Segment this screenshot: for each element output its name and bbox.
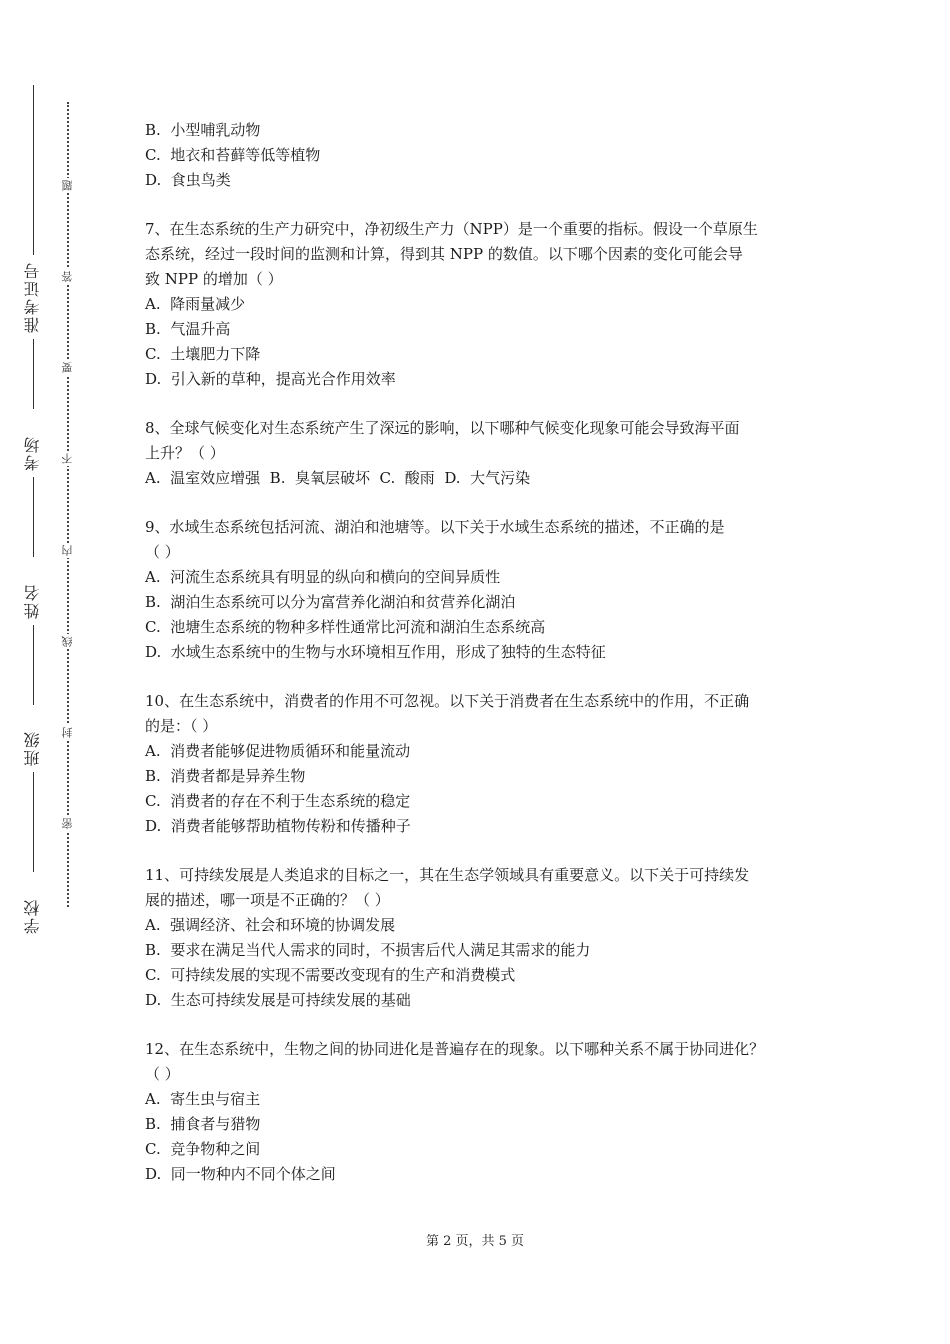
option-c: C. 池塘生态系统的物种多样性通常比河流和湖泊生态系统高 xyxy=(145,618,546,636)
continued-options xyxy=(145,118,815,193)
option-a: A. 降雨量减少 xyxy=(145,295,246,313)
field-school xyxy=(20,892,46,940)
option-c: C. 消费者的存在不利于生态系统的稳定 xyxy=(145,792,411,810)
field-label: 考场 xyxy=(23,434,42,471)
field-label: 准考证号 xyxy=(23,261,42,333)
question-stem-line: 的是：（ ） xyxy=(145,717,218,735)
seal-char: 答 xyxy=(61,271,74,283)
option-d: D. 同一物种内不同个体之间 xyxy=(145,1165,336,1183)
option-b: B. 湖泊生态系统可以分为富营养化湖泊和贫营养化湖泊 xyxy=(145,593,516,611)
seal-line xyxy=(61,102,75,907)
seal-char: 题 xyxy=(61,180,74,192)
question-stem-line: 7、在生态系统的生产力研究中，净初级生产力（NPP）是一个重要的指标。假设一个草原生 xyxy=(145,220,758,238)
option-b: B. 消费者都是异养生物 xyxy=(145,767,306,785)
option-c: C. 可持续发展的实现不需要改变现有的生产和消费模式 xyxy=(145,966,516,984)
option-d: D. 食虫鸟类 xyxy=(145,171,231,189)
question-7 xyxy=(145,217,815,392)
option-a: A. 寄生虫与宿主 xyxy=(145,1090,261,1108)
question-content xyxy=(145,118,815,1187)
field-label: 学校 xyxy=(23,898,42,934)
option-b: B. 气温升高 xyxy=(145,320,231,338)
field-class xyxy=(20,724,46,872)
question-stem-line: 态系统，经过一段时间的监测和计算，得到其 NPP 的数值。以下哪个因素的变化可能会导 xyxy=(145,245,743,263)
binding-fields xyxy=(20,85,46,940)
seal-char: 不 xyxy=(61,453,74,465)
field-label: 姓名 xyxy=(23,582,42,619)
question-stem-line: 上升？（ ） xyxy=(145,444,225,462)
seal-char: 密 xyxy=(61,817,74,829)
question-stem-line: 11、可持续发展是人类追求的目标之一，其在生态学领域具有重要意义。以下关于可持续发 xyxy=(145,866,750,884)
option-c: C. 竞争物种之间 xyxy=(145,1140,261,1158)
option-c: C. 地衣和苔藓等低等植物 xyxy=(145,146,321,164)
question-8 xyxy=(145,416,815,491)
question-stem-line: （ ） xyxy=(145,1065,180,1083)
question-stem-line: 10、在生态系统中，消费者的作用不可忽视。以下关于消费者在生态系统中的作用，不正确 xyxy=(145,692,750,710)
page-footer: 第 2 页，共 5 页 xyxy=(425,1234,525,1249)
option-d: D. 水域生态系统中的生物与水环境相互作用，形成了独特的生态特征 xyxy=(145,643,606,661)
seal-char: 线 xyxy=(61,635,74,647)
question-stem-line: （ ） xyxy=(145,543,180,561)
question-stem-line: 9、水域生态系统包括河流、湖泊和池塘等。以下关于水域生态系统的描述，不正确的是 xyxy=(145,518,725,536)
option-b: B. 要求在满足当代人需求的同时，不损害后代人满足其需求的能力 xyxy=(145,941,591,959)
field-label: 班级 xyxy=(23,730,42,767)
field-exam-number xyxy=(20,85,46,409)
question-11 xyxy=(145,863,815,1013)
seal-char: 内 xyxy=(61,544,74,556)
option-c: C. 土壤肥力下降 xyxy=(145,345,261,363)
option-d: D. 引入新的草种，提高光合作用效率 xyxy=(145,370,396,388)
option-b: B. 小型哺乳动物 xyxy=(145,121,261,139)
seal-char: 封 xyxy=(61,726,74,738)
option-line: A. 温室效应增强 B. 臭氧层破坏 C. 酸雨 D. 大气污染 xyxy=(145,469,531,487)
question-stem-line: 8、全球气候变化对生态系统产生了深远的影响，以下哪种气候变化现象可能会导致海平面 xyxy=(145,419,740,437)
option-d: D. 生态可持续发展是可持续发展的基础 xyxy=(145,991,411,1009)
option-a: A. 消费者能够促进物质循环和能量流动 xyxy=(145,742,411,760)
field-exam-room xyxy=(20,429,46,557)
question-stem-line: 展的描述，哪一项是不正确的？（ ） xyxy=(145,891,390,909)
option-d: D. 消费者能够帮助植物传粉和传播种子 xyxy=(145,817,411,835)
question-12 xyxy=(145,1037,815,1187)
option-a: A. 河流生态系统具有明显的纵向和横向的空间异质性 xyxy=(145,568,501,586)
seal-char: 要 xyxy=(61,362,74,374)
option-a: A. 强调经济、社会和环境的协调发展 xyxy=(145,916,396,934)
field-name xyxy=(20,577,46,705)
question-9 xyxy=(145,515,815,665)
question-10 xyxy=(145,689,815,839)
question-stem-line: 致 NPP 的增加（ ） xyxy=(145,270,283,288)
option-b: B. 捕食者与猎物 xyxy=(145,1115,261,1133)
question-stem-line: 12、在生态系统中，生物之间的协同进化是普遍存在的现象。以下哪种关系不属于协同进化？ xyxy=(145,1040,765,1058)
